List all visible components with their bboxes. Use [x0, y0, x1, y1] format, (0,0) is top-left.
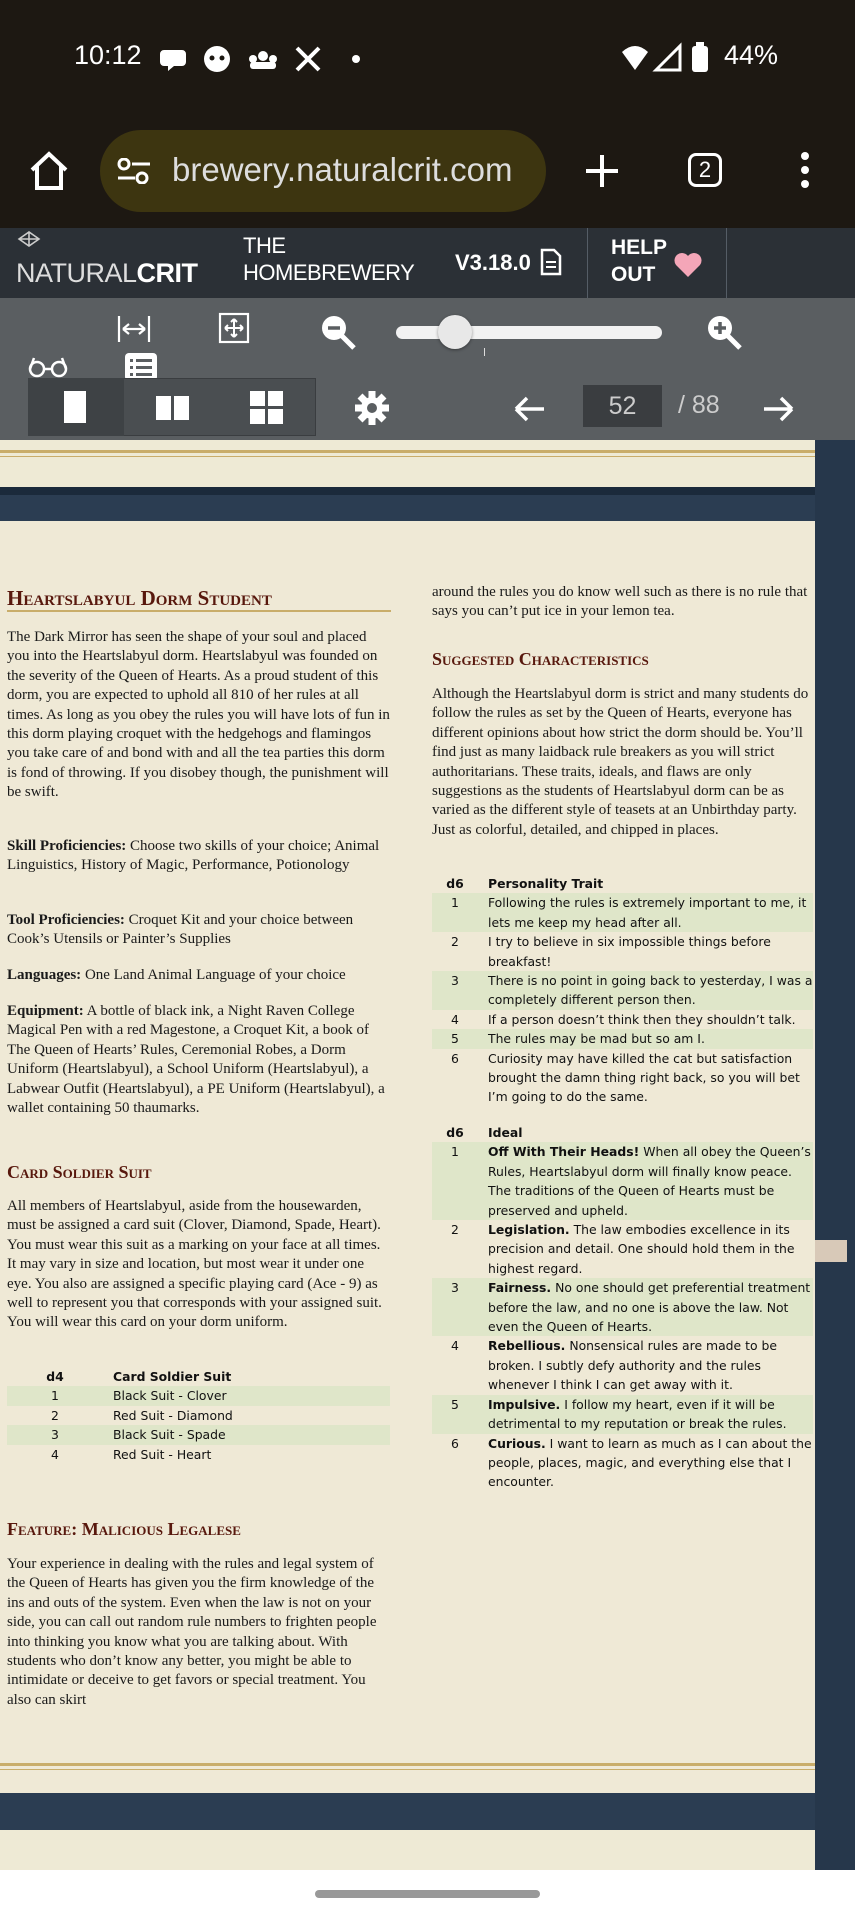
- continued-paragraph: around the rules you do know well such as there is no rule that says you can’t put ice in your lemon tea.: [432, 584, 808, 620]
- page-edge-line: [0, 1769, 815, 1770]
- single-page-icon: [64, 391, 88, 425]
- table-row: [432, 893, 813, 932]
- reading-glasses-icon[interactable]: [28, 356, 68, 378]
- document-page: [0, 521, 815, 1793]
- tool-label: Tool Proficiencies:: [7, 912, 125, 928]
- fit-width-icon[interactable]: [116, 314, 152, 344]
- changelog-icon[interactable]: [540, 248, 562, 276]
- tool-proficiencies: [7, 911, 392, 950]
- zoom-slider-tick: [484, 348, 485, 356]
- table-roll-cell: 3: [451, 973, 459, 989]
- table-entry-text: Nonsensical rules are made to be broken. I subtly defy authority and the rules whenever I think I can get away with it.: [488, 1338, 777, 1393]
- previous-page-bottom: [0, 440, 815, 487]
- table-text-cell: Red Suit - Heart: [113, 1446, 212, 1462]
- equipment-text: A bottle of black ink, a Night Raven College Magical Pen with a red Magestone, a Croquet Kit, a book of The Queen of Hearts’ Rules, Ceremonial Robes, a Dorm Uniform (Heartslabyul), a School Uniform (Heartslabyul), a Labwear Outfit (Heartslabyul), a PE Uniform (Heartslabyul), a wallet containing 50 thaumarks.: [7, 1003, 385, 1117]
- tab-switcher-button[interactable]: 2: [688, 153, 722, 187]
- signal-wifi-icons: [620, 42, 720, 74]
- naturalcrit-logo-icon: [16, 230, 42, 248]
- skill-proficiencies: [7, 837, 392, 876]
- settings-gear-icon[interactable]: [354, 390, 390, 426]
- next-page-top: [0, 1830, 815, 1870]
- suggested-paragraph: Although the Heartslabyul dorm is strict and many students do follow the rules as set by the Queen of Hearts, everyone has different opinions about how strict the dorm should be. You’ll find just as many laidback rule breakers as you will strict authoritarians. These traits, ideals, and flaws are only suggestions as the students of Heartslabyul dorm can be as varied as the different style of teasets at an Unbirthday party. Just as colorful, detailed, and chipped in places.: [432, 686, 809, 838]
- zoom-slider-track[interactable]: [396, 326, 662, 339]
- homebrewery-title[interactable]: [243, 232, 414, 286]
- ideal-table: [432, 1123, 813, 1492]
- equipment: [7, 1002, 392, 1118]
- table-text-cell: [478, 1336, 813, 1394]
- version-label: V3.18.0: [455, 250, 531, 275]
- table-entry-text: I want to learn as much as I can about the people, places, magic, and everything else that I encounter.: [488, 1435, 812, 1490]
- table-row: [432, 971, 813, 1010]
- table-text-cell: [478, 1278, 813, 1336]
- table-text-cell: [478, 932, 813, 971]
- table-row: [432, 1142, 813, 1220]
- skill-text: Choose two skills of your choice; Animal Linguistics, History of Magic, Performance, Potionology: [7, 838, 380, 874]
- table-row: [432, 1395, 813, 1434]
- overflow-menu-icon[interactable]: [798, 150, 812, 190]
- table-roll-cell: 3: [451, 1280, 459, 1296]
- table-roll-cell: 4: [451, 1338, 459, 1354]
- table-roll-cell: 4: [451, 1011, 459, 1027]
- table-text-cell: Black Suit - Spade: [113, 1427, 226, 1443]
- table-entry-text: I follow my heart, even if it will be detrimental to my reputation or break the rules.: [488, 1396, 787, 1432]
- table-entry-text: Curiosity may have killed the cat but satisfaction brought the damn thing right back, so you will bet I’m going to do the same.: [488, 1050, 800, 1105]
- table-row: [432, 1434, 813, 1492]
- table-roll-cell: 1: [51, 1388, 59, 1404]
- page-edge-line: [0, 450, 815, 453]
- nav-divider: [726, 228, 727, 298]
- table-text-cell: [478, 1220, 813, 1278]
- table-entry-text: No one should get preferential treatment before the law, and no one is above the law. Not even the Queen of Hearts.: [488, 1280, 811, 1335]
- homebrewery-navbar: [0, 228, 855, 298]
- languages-text: One Land Animal Language of your choice: [81, 967, 346, 983]
- card-soldier-paragraph: All members of Heartslabyul, aside from the housewarden, must be assigned a card suit (Clover, Diamond, Spade, Heart). You must wear this suit as a marking on your face at all times. It may vary in size and location, but most wear it under one eye. You also are assigned a specific playing card (Ace - 9) as well to represent you that corresponds with your assigned suit. You will wear this card on your dorm uniform.: [7, 1198, 382, 1331]
- section-heading-suggested-characteristics: Suggested Characteristics: [432, 649, 649, 669]
- previous-page-icon[interactable]: [512, 394, 546, 424]
- notification-icons: [160, 44, 370, 74]
- version-link[interactable]: [455, 250, 531, 276]
- help-out-link[interactable]: [611, 234, 667, 288]
- table-roll-cell: 3: [51, 1427, 59, 1443]
- table-header: [432, 874, 813, 893]
- battery-level: 44%: [724, 40, 779, 70]
- homebrewery-line1: THE: [243, 233, 286, 258]
- personality-trait-table: [432, 874, 813, 1107]
- table-text-cell: [478, 971, 813, 1010]
- table-row: [7, 1386, 390, 1405]
- brand-crit: CRIT: [136, 258, 198, 288]
- table-roll-cell: 1: [451, 895, 459, 911]
- table-row: [7, 1445, 390, 1464]
- naturalcrit-logo[interactable]: [16, 258, 198, 289]
- browser-chrome: [0, 0, 855, 228]
- table-roll-cell: 4: [51, 1446, 59, 1462]
- table-header-cell: Card Soldier Suit: [113, 1369, 232, 1384]
- table-roll-cell: 5: [451, 1396, 459, 1412]
- table-roll-cell: 6: [451, 1435, 459, 1451]
- table-row: [432, 1049, 813, 1107]
- total-pages: / 88: [678, 391, 720, 419]
- table-header-cell: d4: [46, 1369, 64, 1384]
- brand-natural: NATURAL: [16, 258, 137, 288]
- skill-label: Skill Proficiencies:: [7, 838, 127, 854]
- table-row: [7, 1406, 390, 1425]
- heading-underline: [7, 610, 391, 612]
- scroll-thumb[interactable]: [815, 1240, 847, 1262]
- page-shadow: [0, 487, 815, 495]
- table-entry-title: Curious.: [488, 1435, 546, 1451]
- table-entry-title: Off With Their Heads!: [488, 1144, 640, 1160]
- table-row: [432, 1336, 813, 1394]
- table-entry-text: When all obey the Queen’s Rules, Heartslabyul dorm will finally know peace. The traditions of the Queen of Hearts must be preserved and upheld.: [488, 1144, 811, 1218]
- table-roll-cell: 6: [451, 1050, 459, 1066]
- table-header: [432, 1123, 813, 1142]
- table-text-cell: Black Suit - Clover: [113, 1388, 227, 1404]
- languages: [7, 966, 392, 985]
- table-roll-cell: 2: [451, 1222, 459, 1238]
- help-line1: HELP: [611, 236, 668, 259]
- grid-view-icon[interactable]: [250, 391, 284, 425]
- table-entry-title: Fairness.: [488, 1280, 552, 1296]
- table-header-cell: d6: [446, 1125, 464, 1140]
- table-text-cell: [478, 1029, 813, 1048]
- table-entry-text: Following the rules is extremely important to me, it lets me keep my head after all.: [488, 895, 807, 930]
- table-entry-text: The rules may be mad but so am I.: [488, 1031, 705, 1047]
- table-entry-title: Legislation.: [488, 1222, 570, 1238]
- table-entry-text: If a person doesn’t think then they shouldn’t talk.: [488, 1011, 796, 1027]
- page-edge-line: [0, 1763, 815, 1766]
- next-page-icon[interactable]: [762, 394, 796, 424]
- table-entry-text: There is no point in going back to yesterday, I was a completely different person then.: [488, 973, 813, 1008]
- tool-text: Croquet Kit and your choice between Cook’s Utensils or Painter’s Supplies: [7, 912, 354, 948]
- table-row: [432, 1278, 813, 1336]
- section-heading-card-soldier: Card Soldier Suit: [7, 1162, 152, 1182]
- zoom-slider-thumb[interactable]: [438, 315, 472, 349]
- table-entry-text: The law embodies excellence in its precision and detail. One should hold them in the highest regard.: [488, 1222, 795, 1276]
- help-line2: OUT: [611, 263, 656, 286]
- nav-divider: [587, 228, 588, 298]
- table-text-cell: Red Suit - Diamond: [113, 1407, 233, 1423]
- table-roll-cell: 2: [51, 1407, 59, 1423]
- table-roll-cell: 2: [451, 934, 459, 950]
- homebrewery-line2: HOMEBREWERY: [243, 260, 415, 285]
- zoom-in-icon[interactable]: [704, 312, 744, 352]
- table-header: [7, 1367, 390, 1386]
- card-suit-table: [7, 1367, 390, 1464]
- table-header-cell: Personality Trait: [488, 876, 604, 891]
- table-roll-cell: 1: [451, 1144, 459, 1160]
- fit-page-icon[interactable]: [218, 312, 250, 344]
- home-icon[interactable]: [28, 150, 70, 192]
- table-text-cell: [478, 1434, 813, 1492]
- new-tab-icon[interactable]: [584, 153, 620, 189]
- section-heading-feature: Feature: Malicious Legalese: [7, 1519, 241, 1539]
- table-row: [432, 1029, 813, 1048]
- table-text-cell: [478, 1049, 813, 1107]
- table-row: [432, 1010, 813, 1029]
- table-text-cell: [478, 1395, 813, 1434]
- table-text-cell: [478, 1142, 813, 1220]
- table-entry-title: Rebellious.: [488, 1338, 566, 1354]
- heart-icon: [673, 252, 703, 278]
- table-entry-text: I try to believe in six impossible things before breakfast!: [488, 934, 771, 969]
- table-entry-title: Impulsive.: [488, 1396, 561, 1412]
- viewer-scroll-gutter: [815, 440, 855, 1870]
- table-text-cell: [478, 1010, 813, 1029]
- equipment-label: Equipment:: [7, 1003, 84, 1019]
- page-edge-line: [0, 456, 815, 457]
- table-header-cell: Ideal: [488, 1125, 523, 1140]
- facing-pages-icon[interactable]: [156, 396, 190, 420]
- table-row: [432, 1220, 813, 1278]
- intro-paragraph: The Dark Mirror has seen the shape of your soul and placed you into the Heartslabyul dorm. Heartslabyul was founded on the severity of the Queen of Hearts. As a proud student of this dorm, you are expected to uphold all 810 of her rules at all times. As long as you obey the rules you will have lots of fun in this dorm playing croquet with the hedgehogs and flamingos you take care of and bond with and all the tea parties this dorm is fond of throwing. If you disobey though, the punishment will be swift.: [7, 629, 390, 801]
- gesture-handle[interactable]: [315, 1890, 540, 1898]
- zoom-out-icon[interactable]: [318, 312, 358, 352]
- site-settings-icon[interactable]: [116, 158, 152, 184]
- table-row: [7, 1425, 390, 1444]
- table-header-cell: d6: [446, 876, 464, 891]
- clock: 10:12: [74, 40, 142, 70]
- preview-toolbar: [0, 298, 855, 440]
- table-row: [432, 932, 813, 971]
- url-text[interactable]: brewery.naturalcrit.com: [172, 151, 513, 188]
- languages-label: Languages:: [7, 967, 82, 983]
- section-heading-dorm-student: Heartslabyul Dorm Student: [7, 586, 272, 610]
- table-roll-cell: 5: [451, 1031, 459, 1047]
- table-text-cell: [478, 893, 813, 932]
- feature-paragraph: Your experience in dealing with the rules and legal system of the Queen of Hearts has given you the firm knowledge of the ins and outs of the system. Even when the law is not on your side, you can call out random rule numbers to frighten people into thinking you know what you are talking about. With students who don’t know any better, you might be able to intimidate or deceive to get favors or special treatment. You also can skirt: [7, 1556, 377, 1708]
- page-number-input[interactable]: 52: [583, 385, 662, 427]
